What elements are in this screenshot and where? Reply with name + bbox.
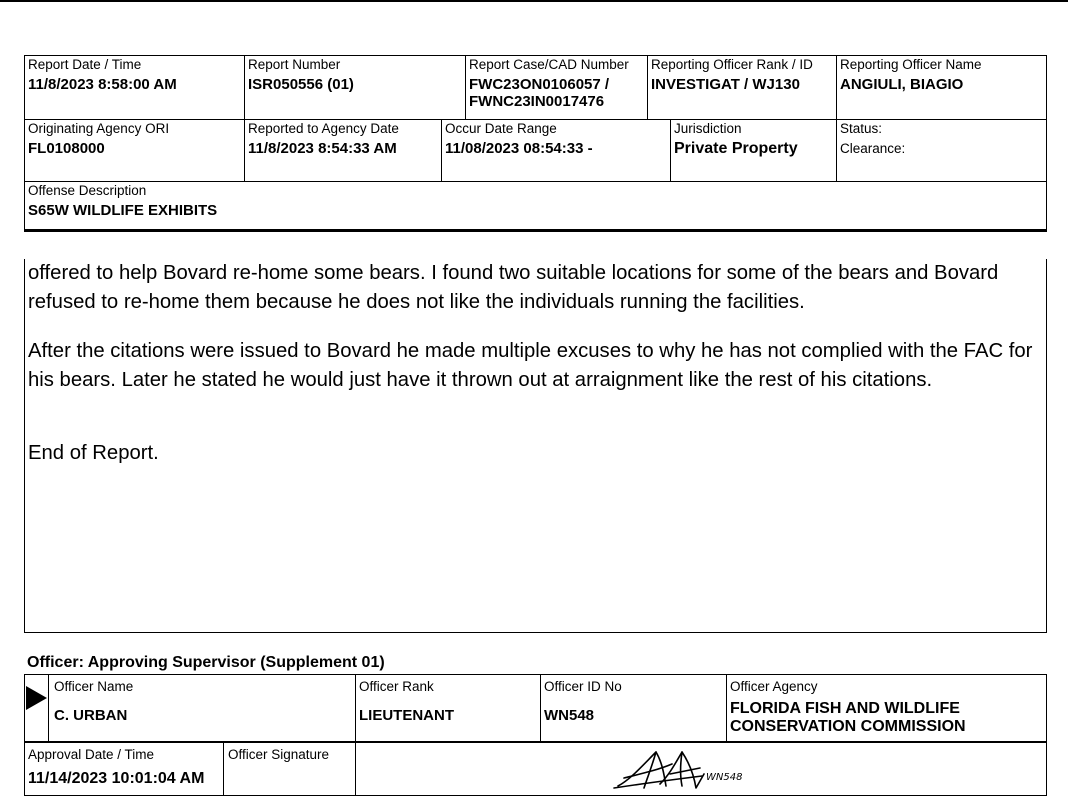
supervisor-agency-line1: FLORIDA FISH AND WILDLIFE [730, 699, 960, 717]
supervisor-agency-cell [730, 679, 966, 736]
report-datetime-value: 11/8/2023 8:58:00 AM [28, 75, 177, 93]
narrative-paragraph-1: offered to help Bovard re-home some bears. I found two suitable locations for some of the bears and Bovard refused to re-home them because he does not like the individuals running the facilities. [28, 262, 999, 313]
approval-label: Approval Date / Time [28, 747, 155, 762]
reported-date-label: Reported to Agency Date [248, 121, 399, 136]
signature-cell [228, 747, 329, 763]
officer-name-label: Reporting Officer Name [840, 57, 982, 72]
approval-cell [28, 747, 204, 788]
supervisor-id-cell [544, 679, 622, 724]
status-cell [840, 121, 905, 156]
report-datetime-label: Report Date / Time [28, 57, 142, 72]
agency-ori-value: FL0108000 [28, 139, 105, 157]
offense-label: Offense Description [28, 183, 147, 198]
supervisor-rank-label: Officer Rank [359, 679, 434, 694]
supervisor-name-cell [54, 679, 133, 724]
selected-row-arrow-icon [26, 686, 47, 710]
header-bottom-rule [24, 229, 1047, 232]
officer-signature-image [610, 744, 770, 794]
jurisdiction-value: Private Property [674, 139, 798, 157]
clearance-label: Clearance: [840, 140, 906, 156]
report-datetime-cell [28, 57, 177, 93]
officer-name-value: ANGIULI, BIAGIO [840, 75, 964, 93]
agency-ori-label: Originating Agency ORI [28, 121, 170, 136]
narrative-paragraph-3: End of Report. [28, 442, 159, 464]
case-cad-value-line1: FWC23ON0106057 / [469, 75, 610, 93]
supervisor-agency-label: Officer Agency [730, 679, 818, 694]
supervisor-section-title: Officer: Approving Supervisor (Supplement 01) [27, 654, 385, 671]
case-cad-cell [469, 57, 629, 110]
signature-initials: WN548 [706, 772, 743, 783]
report-number-cell [248, 57, 354, 93]
supervisor-id-value: WN548 [544, 706, 595, 724]
occur-range-label: Occur Date Range [445, 121, 557, 136]
reported-date-cell [248, 121, 399, 157]
officer-rank-id-value: INVESTIGAT / WJ130 [651, 75, 800, 93]
supervisor-rank-cell [359, 679, 454, 724]
offense-value: S65W WILDLIFE EXHIBITS [28, 201, 218, 219]
case-cad-value-line2: FWNC23IN0017476 [469, 92, 605, 110]
report-number-label: Report Number [248, 57, 341, 72]
top-rule [0, 0, 1068, 2]
offense-cell [28, 183, 217, 219]
supervisor-rank-value: LIEUTENANT [359, 706, 454, 724]
supervisor-name-value: C. URBAN [54, 706, 128, 724]
status-label: Status: [840, 121, 883, 136]
agency-ori-cell [28, 121, 169, 157]
officer-name-cell [840, 57, 982, 93]
narrative-paragraph-2: After the citations were issued to Bovard he made multiple excuses to why he has not complied with the FAC for his bears. Later he stated he would just have it thrown out at arraignment like the rest of his citations. [28, 340, 1033, 391]
jurisdiction-label: Jurisdiction [674, 121, 742, 136]
reported-date-value: 11/8/2023 8:54:33 AM [248, 139, 397, 157]
jurisdiction-cell [674, 121, 798, 158]
occur-range-value: 11/08/2023 08:54:33 - [445, 139, 593, 157]
approval-value: 11/14/2023 10:01:04 AM [28, 769, 205, 787]
case-cad-label: Report Case/CAD Number [469, 57, 629, 72]
supervisor-name-label: Officer Name [54, 679, 134, 694]
supervisor-id-label: Officer ID No [544, 679, 622, 694]
officer-rank-id-label: Reporting Officer Rank / ID [651, 57, 813, 72]
officer-rank-id-cell [651, 57, 813, 93]
signature-label: Officer Signature [228, 747, 330, 762]
occur-range-cell [445, 121, 593, 157]
report-number-value: ISR050556 (01) [248, 75, 354, 93]
supervisor-agency-line2: CONSERVATION COMMISSION [730, 717, 966, 735]
